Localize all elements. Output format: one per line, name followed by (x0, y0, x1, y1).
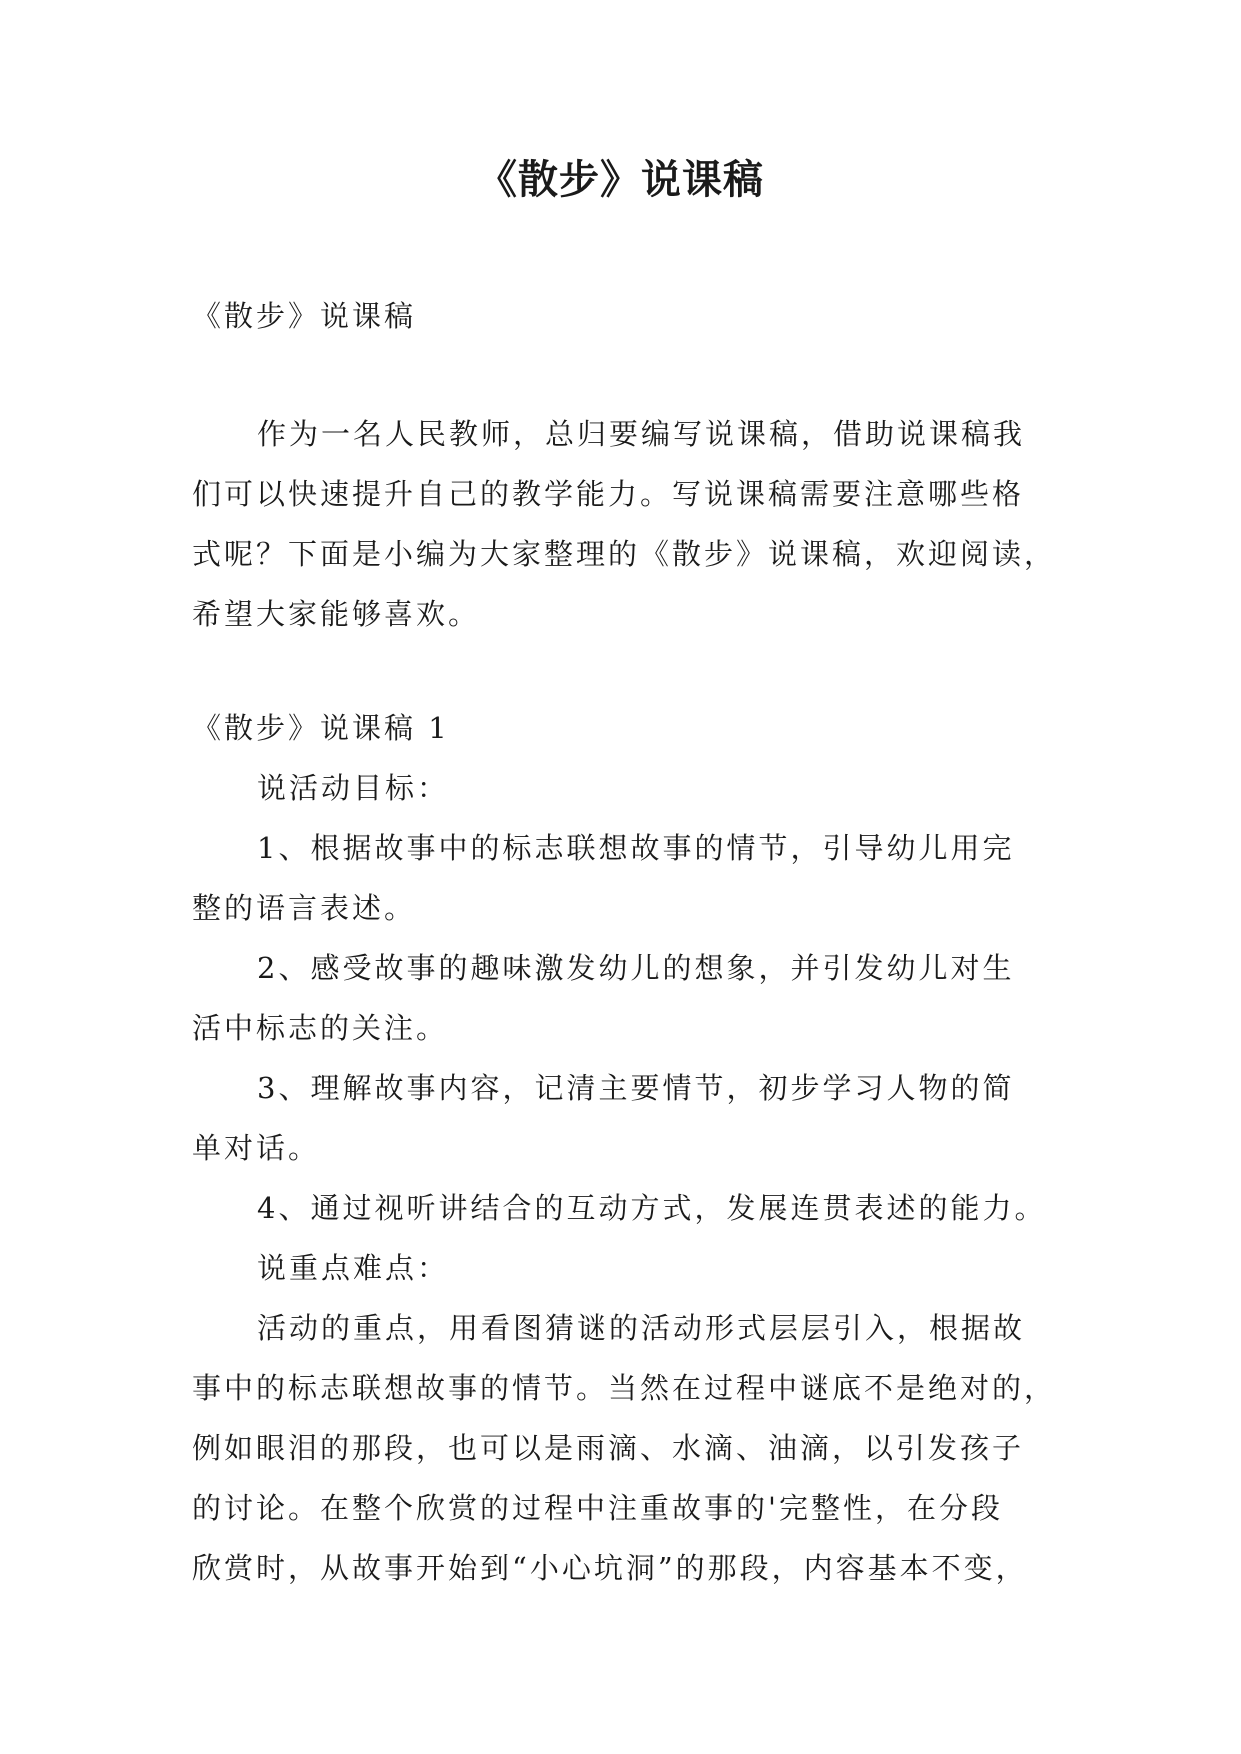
body-line: 单对话。 (192, 1131, 321, 1165)
body-line: 事中的标志联想故事的情节。当然在过程中谜底不是绝对的， (192, 1371, 1057, 1405)
document-subtitle: 《散步》说课稿 (192, 299, 417, 333)
body-line: 欣赏时，从故事开始到“小心坑洞”的那段，内容基本不变， (192, 1551, 1028, 1585)
body-line: 1、根据故事中的标志联想故事的情节，引导幼儿用完 (257, 831, 1015, 865)
intro-line: 作为一名人民教师，总归要编写说课稿，借助说课稿我 (257, 417, 1026, 451)
intro-line: 式呢？下面是小编为大家整理的《散步》说课稿，欢迎阅读， (192, 537, 1057, 571)
body-line: 的讨论。在整个欣赏的过程中注重故事的'完整性，在分段 (192, 1491, 1003, 1525)
body-line: 3、理解故事内容，记清主要情节，初步学习人物的简 (257, 1071, 1015, 1105)
body-line: 说重点难点： (257, 1251, 450, 1285)
intro-line: 希望大家能够喜欢。 (192, 597, 481, 631)
section-heading: 《散步》说课稿 1 (192, 711, 450, 745)
body-line: 4、通过视听讲结合的互动方式，发展连贯表述的能力。 (257, 1191, 1047, 1225)
body-line: 2、感受故事的趣味激发幼儿的想象，并引发幼儿对生 (257, 951, 1015, 985)
body-line: 活动的重点，用看图猜谜的活动形式层层引入，根据故 (257, 1311, 1026, 1345)
body-line: 例如眼泪的那段，也可以是雨滴、水滴、油滴，以引发孩子 (192, 1431, 1025, 1465)
intro-line: 们可以快速提升自己的教学能力。写说课稿需要注意哪些格 (192, 477, 1025, 511)
body-line: 说活动目标： (257, 771, 450, 805)
document-title: 《散步》说课稿 (477, 156, 764, 203)
body-line: 活中标志的关注。 (192, 1011, 449, 1045)
body-line: 整的语言表述。 (192, 891, 417, 925)
